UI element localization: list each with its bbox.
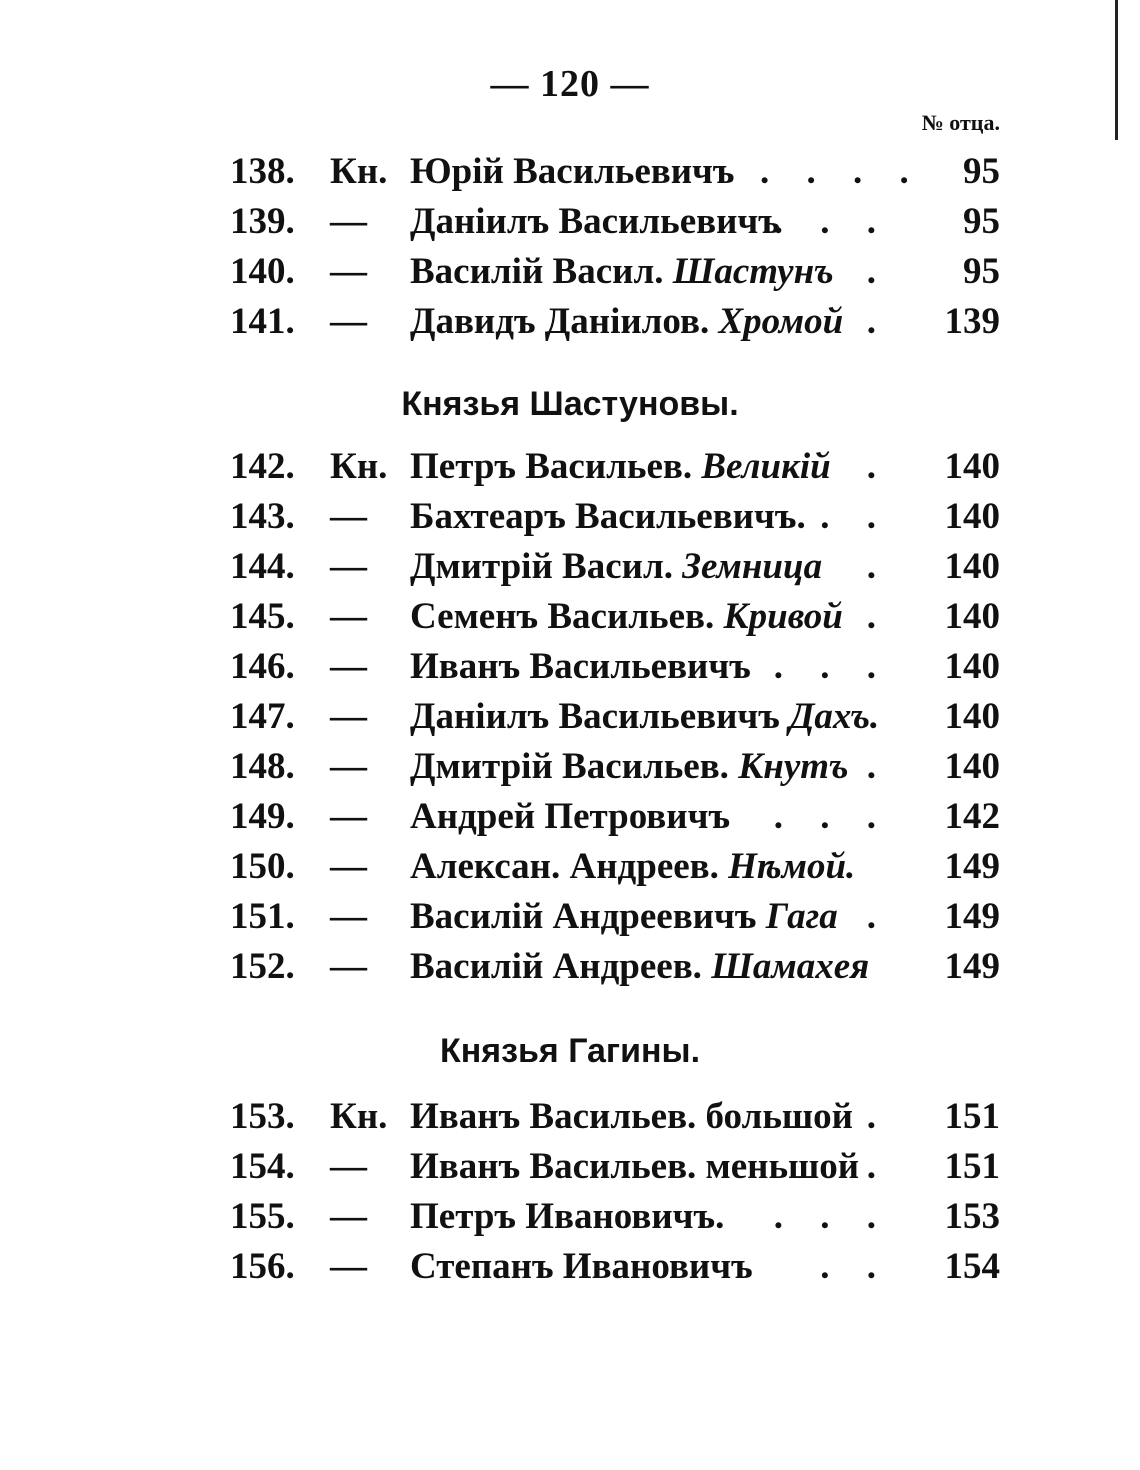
entry-name-block [410,645,751,688]
entry-number: 145. [230,596,295,637]
entry-title: — [330,1146,367,1187]
entry-number: 139. [230,201,295,242]
entry-leader-dots: . . . [773,201,890,242]
entry-father-number: 151 [944,1146,1000,1187]
entry-number: 140. [230,251,295,292]
entry-name-block [410,1245,753,1288]
entry-father-number: 149 [944,896,1000,937]
entry-name-block [410,1195,724,1238]
entry-name: Алексан. Андреев. [410,846,719,887]
entry-name-block [410,695,879,738]
genealogy-entry-row [0,150,1140,200]
entry-number: 147. [230,696,295,737]
entry-father-number: 95 [963,151,1000,192]
entry-name-block [410,945,869,988]
entry-nickname: Земница [682,546,823,587]
entry-list-group-1 [0,150,1140,350]
entry-number: 154. [230,1146,295,1187]
genealogy-entry-row [0,745,1140,795]
entry-father-number: 149 [944,846,1000,887]
genealogy-entry-row [0,250,1140,300]
entry-title: Кн. [330,446,388,487]
entry-nickname: Хромой [718,301,844,342]
entry-father-number: 140 [944,496,1000,537]
entry-nickname: Кривой [723,596,843,637]
genealogy-entry-row [0,795,1140,845]
entry-nickname: Дахъ. [789,696,880,737]
entry-title: — [330,546,367,587]
entry-leader-dots: . [866,1096,890,1137]
entry-name: Петръ Ивановичъ. [410,1196,725,1237]
entry-number: 143. [230,496,295,537]
entry-leader-dots: . . . . [760,151,923,192]
entry-father-number: 149 [944,946,1000,987]
entry-name: Дмитрій Васил. [410,546,673,587]
entry-nickname: Шастунъ [672,251,834,292]
entry-number: 142. [230,446,295,487]
entry-title: — [330,301,367,342]
entry-number: 156. [230,1246,295,1287]
entry-father-number: 142 [944,796,1000,837]
entry-leader-dots: . [866,546,890,587]
section-heading-shastunovy: Князья Шастуновы. [401,385,739,423]
entry-title: — [330,796,367,837]
entry-name: Бахтеаръ Васильевичъ. [410,496,806,537]
entry-father-number: 140 [944,746,1000,787]
entry-name: Иванъ Васильев. большой [410,1096,853,1137]
entry-father-number: 140 [944,596,1000,637]
entry-number: 141. [230,301,295,342]
entry-name: Василій Андреев. [410,946,702,987]
entry-leader-dots: . . [820,1246,890,1287]
entry-name: Давидъ Даніилов. [410,301,710,342]
entry-nickname: Гага [765,896,838,937]
entry-name: Иванъ Васильевичъ [410,646,751,687]
entry-father-number: 95 [963,201,1000,242]
entry-name: Даніилъ Васильевичъ [410,201,780,242]
entry-name: Даніилъ Васильевичъ [410,696,780,737]
entry-title: — [330,696,367,737]
entry-name: Семенъ Васильев. [410,596,715,637]
entry-list-shastunovy [0,445,1140,995]
entry-leader-dots: . [866,301,890,342]
entry-title: — [330,496,367,537]
entry-leader-dots: . [866,446,890,487]
entry-father-number: 139 [944,301,1000,342]
entry-leader-dots: . [866,1146,890,1187]
entry-father-number: 140 [944,696,1000,737]
genealogy-entry-row [0,1245,1140,1295]
entry-title: — [330,946,367,987]
genealogy-entry-row [0,495,1140,545]
entry-title: — [330,896,367,937]
entry-title: — [330,201,367,242]
entry-name: Василій Андреевичъ [410,896,757,937]
entry-number: 149. [230,796,295,837]
entry-number: 151. [230,896,295,937]
genealogy-entry-row [0,895,1140,945]
genealogy-entry-row [0,1195,1140,1245]
entry-name-block [410,495,806,538]
entry-number: 150. [230,846,295,887]
entry-name: Петръ Васильев. [410,446,693,487]
entry-title: — [330,746,367,787]
entry-father-number: 140 [944,546,1000,587]
entry-name: Василій Васил. [410,251,664,292]
entry-nickname: Нѣмой. [728,846,856,887]
entry-name: Степанъ Ивановичъ [410,1246,753,1287]
entry-name-block [410,150,735,193]
entry-father-number: 95 [963,251,1000,292]
entry-number: 148. [230,746,295,787]
entry-father-number: 140 [944,646,1000,687]
entry-title: — [330,1246,367,1287]
entry-leader-dots: . [866,251,890,292]
genealogy-entry-row [0,445,1140,495]
genealogy-entry-row [0,200,1140,250]
genealogy-entry-row [0,695,1140,745]
entry-leader-dots: . . [820,496,890,537]
entry-name: Юрій Васильевичъ [410,151,735,192]
entry-name: Иванъ Васильев. меньшой [410,1146,860,1187]
entry-nickname: Великій [701,446,831,487]
entry-list-gaginy [0,1095,1140,1295]
entry-nickname: Кнутъ [738,746,849,787]
entry-leader-dots: . [866,596,890,637]
entry-name: Андрей Петровичъ [410,796,731,837]
entry-title: — [330,1196,367,1237]
entry-father-number: 140 [944,446,1000,487]
genealogy-entry-row [0,595,1140,645]
entry-title: — [330,846,367,887]
entry-number: 146. [230,646,295,687]
entry-number: 138. [230,151,295,192]
genealogy-entry-row [0,645,1140,695]
father-number-column-header: № отца. [921,110,1000,135]
entry-name: Дмитрій Васильев. [410,746,729,787]
entry-number: 153. [230,1096,295,1137]
entry-father-number: 153 [944,1196,1000,1237]
page-number: — 120 — [490,63,650,105]
entry-title: Кн. [330,1096,388,1137]
entry-father-number: 151 [944,1096,1000,1137]
entry-leader-dots: . [866,896,890,937]
entry-leader-dots: . [866,746,890,787]
entry-leader-dots: . . . [773,1196,890,1237]
entry-leader-dots: . . . [773,796,890,837]
page-edge-rule [1115,0,1118,140]
genealogy-entry-row [0,1145,1140,1195]
entry-title: — [330,646,367,687]
entry-nickname: Шамахея [711,946,870,987]
entry-name-block [410,845,855,888]
entry-number: 144. [230,546,295,587]
entry-number: 155. [230,1196,295,1237]
entry-title: Кн. [330,151,388,192]
genealogy-entry-row [0,945,1140,995]
entry-name-block [410,200,780,243]
entry-title: — [330,251,367,292]
genealogy-entry-row [0,845,1140,895]
entry-name-block [410,795,730,838]
entry-father-number: 154 [944,1246,1000,1287]
entry-leader-dots: . . . [773,646,890,687]
genealogy-entry-row [0,545,1140,595]
genealogy-entry-row [0,1095,1140,1145]
entry-number: 152. [230,946,295,987]
section-heading-gaginy: Князья Гагины. [439,1032,701,1070]
genealogy-entry-row [0,300,1140,350]
entry-title: — [330,596,367,637]
